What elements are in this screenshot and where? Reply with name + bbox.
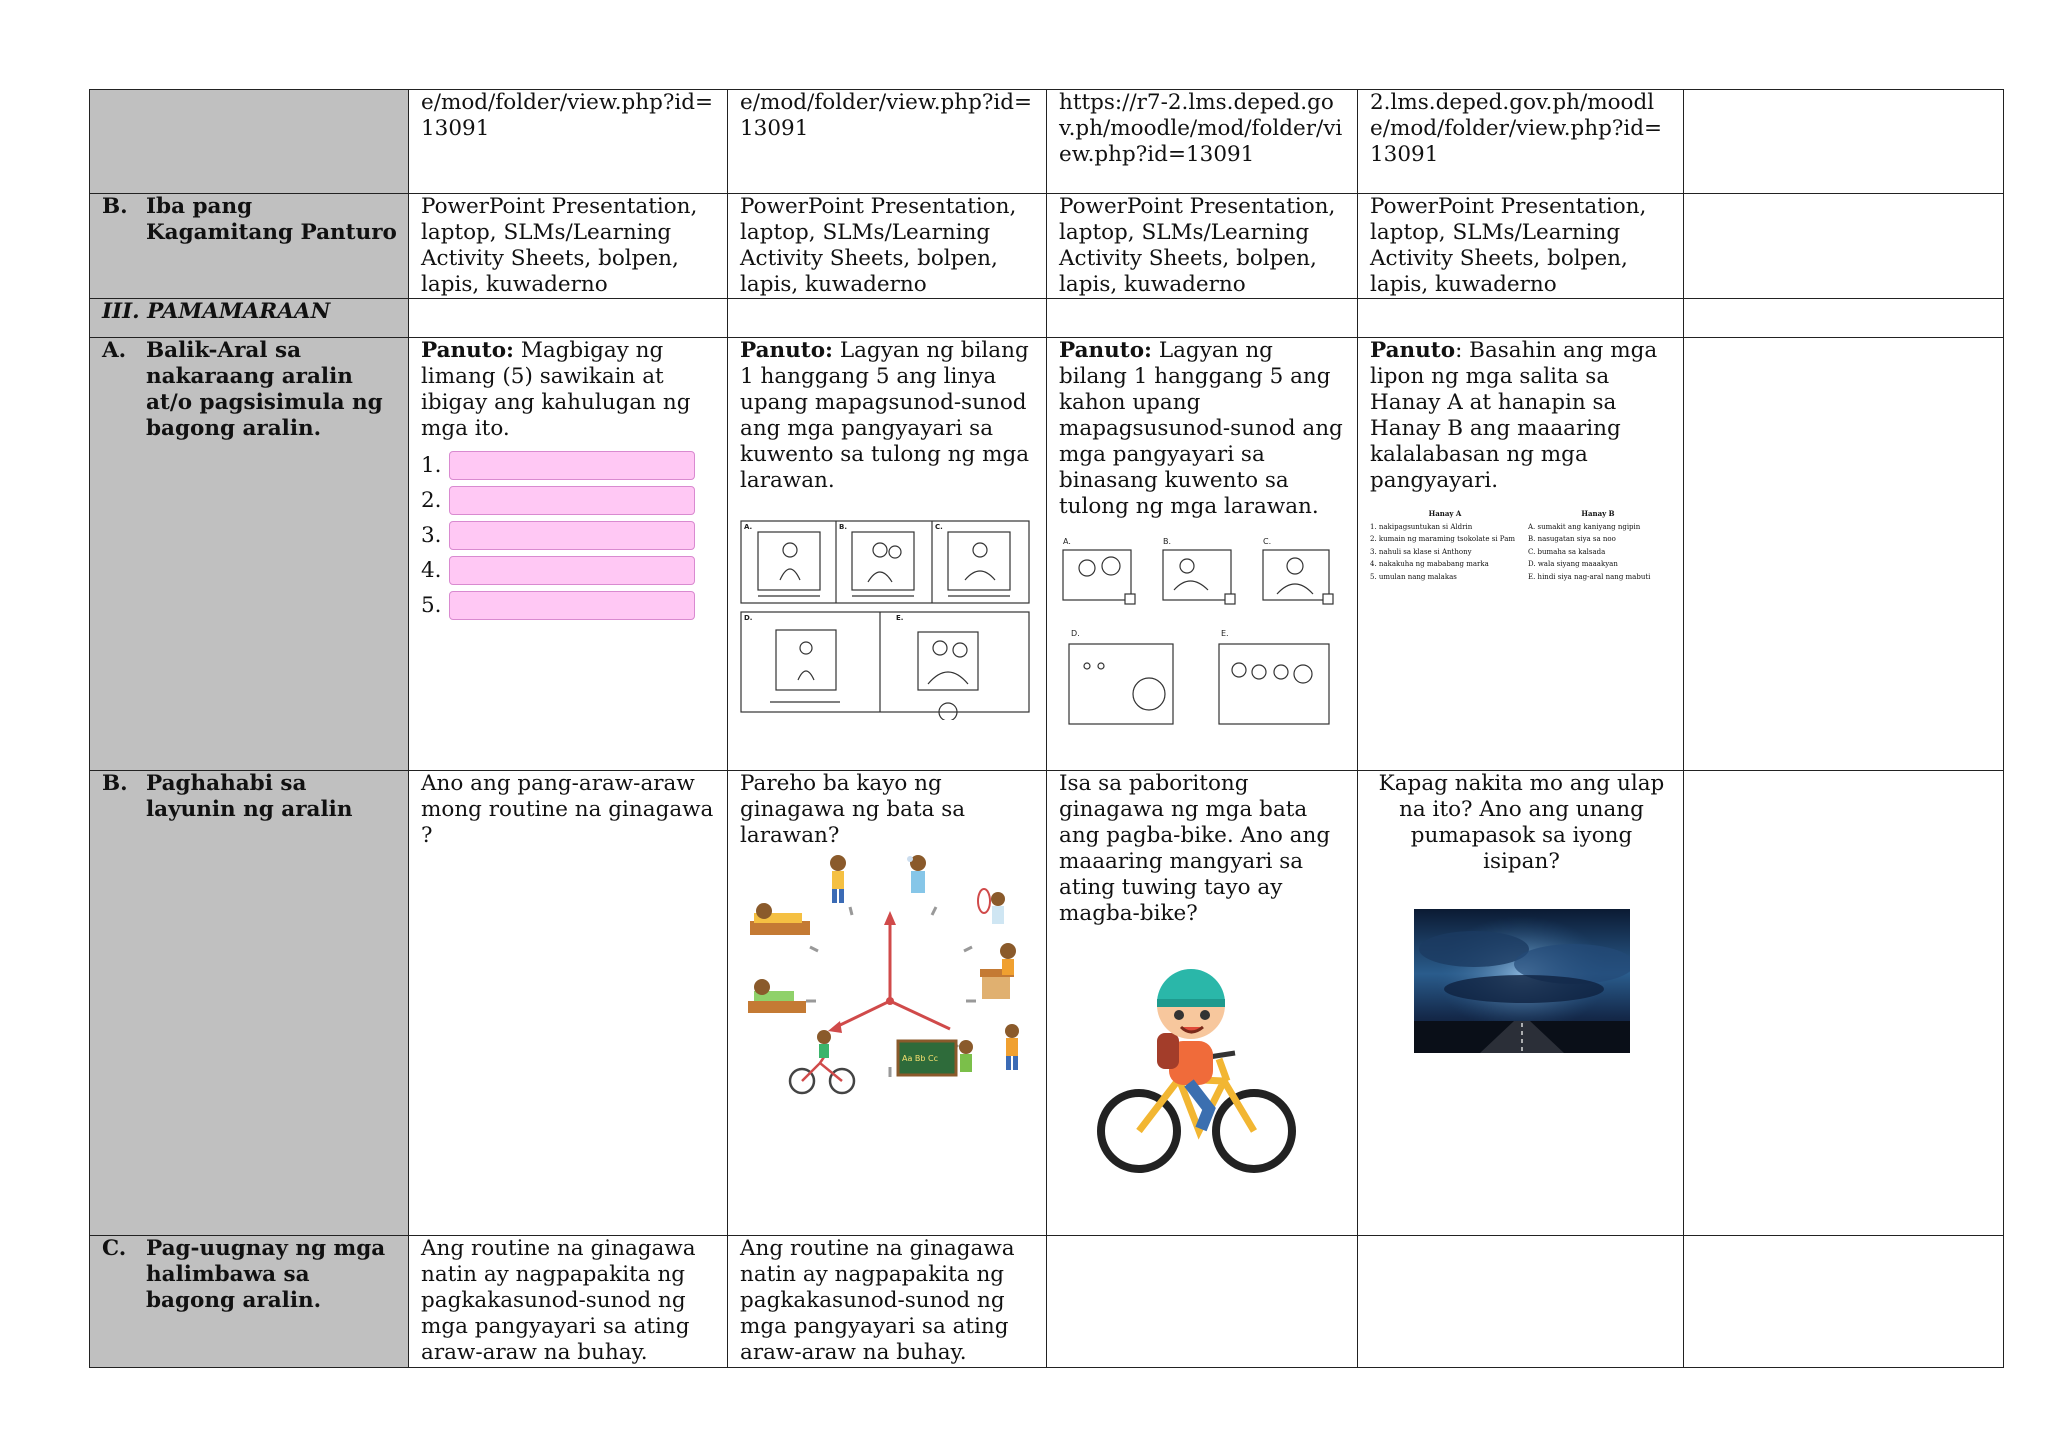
row-letter: B. <box>102 194 128 219</box>
row-label: Iba pang Kagamitang Panturo <box>146 194 397 245</box>
hanay-b-item: C. bumaha sa kalsada <box>1528 547 1606 556</box>
answer-box[interactable] <box>449 556 695 585</box>
link-cell-2[interactable]: e/mod/folder/view.php?id=13091 <box>728 90 1047 194</box>
list-item: 3. <box>421 518 717 553</box>
review-row <box>90 338 2004 771</box>
instruction-text: Lagyan ng bilang 1 hanggang 5 ang kahon upang mapagsusunod-sunod ang mga pangyayari sa binasang kuwento sa tulong ng mga larawan. <box>1059 338 1343 519</box>
hanay-a-column <box>1370 508 1520 583</box>
panel-letter: D. <box>744 614 753 622</box>
instruction-label: Panuto: <box>421 338 514 363</box>
hanay-b-item: A. sumakit ang kaniyang ngipin <box>1528 522 1641 531</box>
materials-row <box>90 194 2004 299</box>
hanay-b-item: B. nasugatan siya sa noo <box>1528 535 1616 543</box>
instruction-text: Lagyan ng bilang 1 hanggang 5 ang linya upang mapagsunod-sunod ang mga pangyayari sa kuwento sa tulong ng mga larawan. <box>740 338 1030 493</box>
story-sequence-illustration <box>740 520 1030 720</box>
panel-letter: E. <box>1221 629 1229 638</box>
empty-cell <box>1684 194 2004 299</box>
materials-cell-2: PowerPoint Presentation, laptop, SLMs/Learning Activity Sheets, bolpen, lapis, kuwaderno <box>728 194 1047 299</box>
purpose-cell-1: Ano ang pang-araw-araw mong routine na ginagawa ? <box>409 771 728 1236</box>
answer-box[interactable] <box>449 521 695 550</box>
hanay-a-title: Hanay A <box>1428 509 1462 518</box>
review-cell-3 <box>1047 338 1358 771</box>
purpose-label-cell <box>90 771 409 1236</box>
empty-cell <box>728 299 1047 338</box>
hanay-a-item: 3. nahuli sa klase si Anthony <box>1370 547 1472 556</box>
purpose-question: Pareho ba kayo ng ginagawa ng bata sa larawan? <box>740 771 966 848</box>
list-item: 1. <box>421 448 717 483</box>
purpose-cell-3 <box>1047 771 1358 1236</box>
panel-letter: A. <box>1063 537 1071 546</box>
row-letter: A. <box>102 338 127 363</box>
review-label-cell <box>90 338 409 771</box>
row-letter: B. <box>102 771 128 796</box>
answer-box[interactable] <box>449 451 695 480</box>
panel-letter: B. <box>839 523 847 531</box>
examples-row <box>90 1236 2004 1368</box>
row-letter: C. <box>102 1236 127 1261</box>
daily-routine-clock-illustration <box>740 851 1030 1101</box>
instruction-text: Magbigay ng limang (5) sawikain at ibigay ang kahulugan ng mga ito. <box>421 338 691 441</box>
empty-cell <box>1358 1236 1684 1368</box>
instruction-label: Panuto: <box>740 338 833 363</box>
empty-cell <box>1684 338 2004 771</box>
section-row <box>90 299 2004 338</box>
hanay-a-item: 2. kumain ng maraming tsokolate si Pam <box>1370 535 1516 543</box>
purpose-cell-2 <box>728 771 1047 1236</box>
empty-cell <box>1047 1236 1358 1368</box>
panel-letter: D. <box>1071 629 1080 638</box>
materials-cell-3: PowerPoint Presentation, laptop, SLMs/Learning Activity Sheets, bolpen, lapis, kuwaderno <box>1047 194 1358 299</box>
empty-cell <box>1684 90 2004 194</box>
panel-letter: B. <box>1163 537 1172 546</box>
answer-box[interactable] <box>449 486 695 515</box>
examples-label-cell <box>90 1236 409 1368</box>
hanay-a-item: 1. nakipagsuntukan si Aldrin <box>1370 522 1473 531</box>
links-row <box>90 90 2004 194</box>
review-cell-2 <box>728 338 1047 771</box>
empty-cell <box>409 299 728 338</box>
section-label: III. PAMAMARAAN <box>90 299 409 338</box>
row-label: Paghahabi sa layunin ng aralin <box>146 771 353 822</box>
row-label: Pag-uugnay ng mga halimbawa sa bagong aralin. <box>146 1236 386 1313</box>
panel-letter: C. <box>1263 537 1272 546</box>
hanay-b-item: D. wala siyang maaakyan <box>1528 560 1618 568</box>
panel-letter: C. <box>935 523 943 531</box>
purpose-question: Kapag nakita mo ang ulap na ito? Ano ang unang pumapasok sa iyong isipan? <box>1378 771 1665 874</box>
links-label-cell <box>90 90 409 194</box>
panel-letter: E. <box>896 614 904 622</box>
materials-cell-4: PowerPoint Presentation, laptop, SLMs/Learning Activity Sheets, bolpen, lapis, kuwaderno <box>1358 194 1684 299</box>
empty-cell <box>1358 299 1684 338</box>
materials-cell-1: PowerPoint Presentation, laptop, SLMs/Learning Activity Sheets, bolpen, lapis, kuwaderno <box>409 194 728 299</box>
matching-columns <box>1370 508 1673 583</box>
hanay-a-item: 4. nakakuha ng mababang marka <box>1370 560 1489 568</box>
panel-letter: A. <box>744 523 753 531</box>
row-label: Balik-Aral sa nakaraang aralin at/o pagsisimula ng bagong aralin. <box>146 338 383 441</box>
review-cell-4 <box>1358 338 1684 771</box>
examples-cell-1: Ang routine na ginagawa natin ay nagpapakita ng pagkakasunod-sunod ng mga pangyayari sa ating araw-araw na buhay. <box>409 1236 728 1368</box>
dll-table <box>89 89 2004 1368</box>
hanay-b-column <box>1528 508 1668 583</box>
chalkboard-text: Aa Bb Cc <box>902 1054 939 1063</box>
instruction-label: Panuto <box>1370 338 1456 363</box>
hanay-b-item: E. hindi siya nag-aral nang mabuti <box>1528 572 1651 581</box>
idiom-answer-list <box>421 448 717 623</box>
list-item: 4. <box>421 553 717 588</box>
purpose-row <box>90 771 2004 1236</box>
purpose-question: Isa sa paboritong ginagawa ng mga bata ang pagba-bike. Ano ang maaaring mangyari sa ating tuwing tayo ay magba-bike? <box>1059 771 1331 926</box>
hanay-b-title: Hanay B <box>1581 509 1615 518</box>
examples-cell-2: Ang routine na ginagawa natin ay nagpapakita ng pagkakasunod-sunod ng mga pangyayari sa ating araw-araw na buhay. <box>728 1236 1047 1368</box>
list-item: 5. <box>421 588 717 623</box>
link-cell-4[interactable]: 2.lms.deped.gov.ph/moodle/mod/folder/view.php?id=13091 <box>1358 90 1684 194</box>
empty-cell <box>1047 299 1358 338</box>
empty-cell <box>1684 299 2004 338</box>
story-boxes-illustration <box>1059 532 1349 732</box>
storm-clouds-photo <box>1414 909 1630 1053</box>
review-cell-1 <box>409 338 728 771</box>
link-cell-3[interactable]: https://r7-2.lms.deped.gov.ph/moodle/mod/folder/view.php?id=13091 <box>1047 90 1358 194</box>
instruction-label: Panuto: <box>1059 338 1152 363</box>
empty-cell <box>1684 1236 2004 1368</box>
link-cell-1[interactable]: e/mod/folder/view.php?id=13091 <box>409 90 728 194</box>
answer-box[interactable] <box>449 591 695 620</box>
purpose-cell-4 <box>1358 771 1684 1236</box>
instruction-text: : Basahin ang mga lipon ng mga salita sa Hanay A at hanapin sa Hanay B ang maaaring kalalabasan ng mga pangyayari. <box>1370 338 1658 493</box>
empty-cell <box>1684 771 2004 1236</box>
boy-on-bike-illustration <box>1059 961 1349 1191</box>
hanay-a-item: 5. umulan nang malakas <box>1370 572 1457 581</box>
materials-label-cell <box>90 194 409 299</box>
list-item: 2. <box>421 483 717 518</box>
